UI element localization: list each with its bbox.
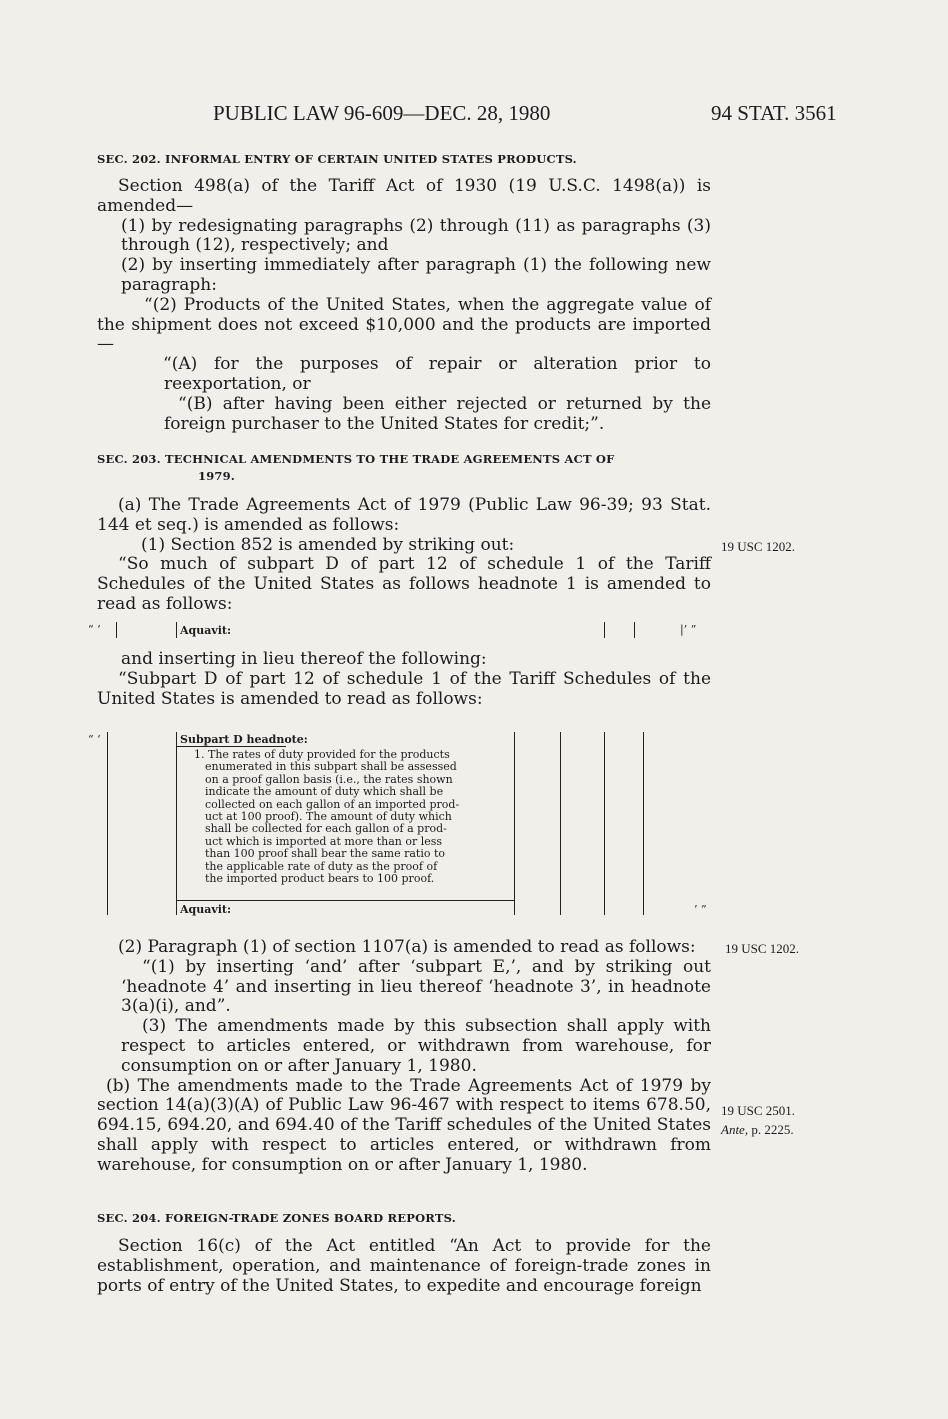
quoted-paragraph: “(1) by inserting ‘and’ after ‘subpart E,’, and by striking out ‘headnote 4’ and inserting in lieu thereof ‘headnote 3’, in headnote 3(a)(i), and”. <box>121 956 711 1017</box>
sec-204-text <box>97 1237 711 1296</box>
paragraph: (2) Paragraph (1) of section 1107(a) is amended to read as follows: <box>118 937 696 957</box>
headnote-line: uct which is imported at more than or less <box>205 834 443 848</box>
paragraph: (1) Section 852 is amended by striking out: <box>141 534 515 555</box>
table-open-quote: “ ‘ <box>88 733 101 746</box>
headnote-line: than 100 proof shall bear the same ratio to <box>205 847 446 861</box>
sec-203-insert <box>97 650 711 709</box>
running-header-title: PUBLIC LAW 96-609—DEC. 28, 1980 <box>213 101 551 125</box>
quoted-paragraph: “(2) Products of the United States, when the aggregate value of the shipment does not exceed $10,000 and the products are imported— <box>97 294 711 355</box>
table-headnote-heading: Subpart D headnote: <box>180 733 308 746</box>
quoted-paragraph: “So much of subpart D of part 12 of schedule 1 of the Tariff Schedules of the United States as follows headnote 1 is amended to read as follows: <box>97 554 711 614</box>
margin-note-ante-italic: Ante, <box>721 1122 749 1137</box>
sec-203-amendments <box>97 938 711 1176</box>
headnote-line: the imported product bears to 100 proof. <box>205 872 435 886</box>
paragraph: (a) The Trade Agreements Act of 1979 (Public Law 96-39; 93 Stat. 144 et seq.) is amended as follows: <box>97 495 711 535</box>
headnote-line: uct at 100 proof). The amount of duty which <box>205 810 452 824</box>
margin-note-ante <box>721 1122 794 1138</box>
headnote-line: collected on each gallon of an imported prod- <box>205 797 460 811</box>
stat-page-number: 94 STAT. 3561 <box>711 101 837 125</box>
headnote-line: 1. The rates of duty provided for the products <box>194 748 450 761</box>
headnote-line: the applicable rate of duty as the proof of <box>205 859 438 873</box>
table-close-quote: ’ ” <box>694 903 707 916</box>
table-close-quote: |’ ” <box>680 623 697 636</box>
table-row-label: Aquavit: <box>180 624 232 637</box>
paragraph: Section 498(a) of the Tariff Act of 1930 (19 U.S.C. 1498(a)) is amended— <box>97 176 711 216</box>
headnote-line: indicate the amount of duty which shall be <box>205 785 444 799</box>
headnote-line: shall be collected for each gallon of a prod- <box>205 822 447 836</box>
paragraph: and inserting in lieu thereof the following: <box>121 649 487 669</box>
headnote-line: on a proof gallon basis (i.e., the rates shown <box>205 772 453 786</box>
headnote-line: enumerated in this subpart shall be assessed <box>205 760 457 774</box>
paragraph: (b) The amendments made to the Trade Agreements Act of 1979 by section 14(a)(3)(A) of Public Law 96-467 with respect to items 678.50, 694.15, 694.20, and 694.40 of the Tariff schedules of the United States shall apply with respect to articles entered, or withdrawn from warehouse, for consumption on or after January 1, 1980. <box>97 1075 711 1175</box>
paragraph: (3) The amendments made by this subsection shall apply with respect to articles entered, or withdrawn from warehouse, for consumption on or after January 1, 1980. <box>121 1016 711 1076</box>
margin-note-usc: 19 USC 2501. <box>721 1103 796 1118</box>
quoted-paragraph: “Subpart D of part 12 of schedule 1 of the Tariff Schedules of the United States is amended to read as follows: <box>97 668 711 709</box>
margin-note-ante-page: p. 2225. <box>748 1122 794 1137</box>
paragraph: Section 16(c) of the Act entitled “An Act to provide for the establishment, operation, and maintenance of foreign-trade zones in ports of entry of the United States, to expedite and encourage foreign <box>97 1236 711 1296</box>
sec-202-text <box>97 177 711 434</box>
margin-note-usc: 19 USC 1202. <box>721 539 796 554</box>
sec-203-heading-continued: 1979. <box>198 469 236 483</box>
table-row-label: Aquavit: <box>180 903 232 916</box>
paragraph: (2) by inserting immediately after paragraph (1) the following new paragraph: <box>121 255 711 295</box>
quoted-paragraph: “(B) after having been either rejected or returned by the foreign purchaser to the United States for credit;”. <box>164 393 711 434</box>
sec-204-heading: SEC. 204. FOREIGN-TRADE ZONES BOARD REPORTS. <box>97 1211 456 1225</box>
sec-203-heading: SEC. 203. TECHNICAL AMENDMENTS TO THE TRADE AGREEMENTS ACT OF <box>97 452 615 466</box>
table-open-quote: “ ‘ <box>88 623 101 636</box>
sec-203-intro <box>97 496 711 615</box>
quoted-paragraph: “(A) for the purposes of repair or alteration prior to reexportation, or <box>163 354 711 394</box>
margin-note-usc: 19 USC 1202. <box>725 941 800 956</box>
paragraph-text: (1) by redesignating paragraphs (2) through (11) as paragraphs (3) through (12), respectively; and <box>121 215 711 256</box>
headnote-text <box>194 749 514 885</box>
paragraph <box>97 217 711 257</box>
sec-202-heading: SEC. 202. INFORMAL ENTRY OF CERTAIN UNITED STATES PRODUCTS. <box>97 152 577 166</box>
